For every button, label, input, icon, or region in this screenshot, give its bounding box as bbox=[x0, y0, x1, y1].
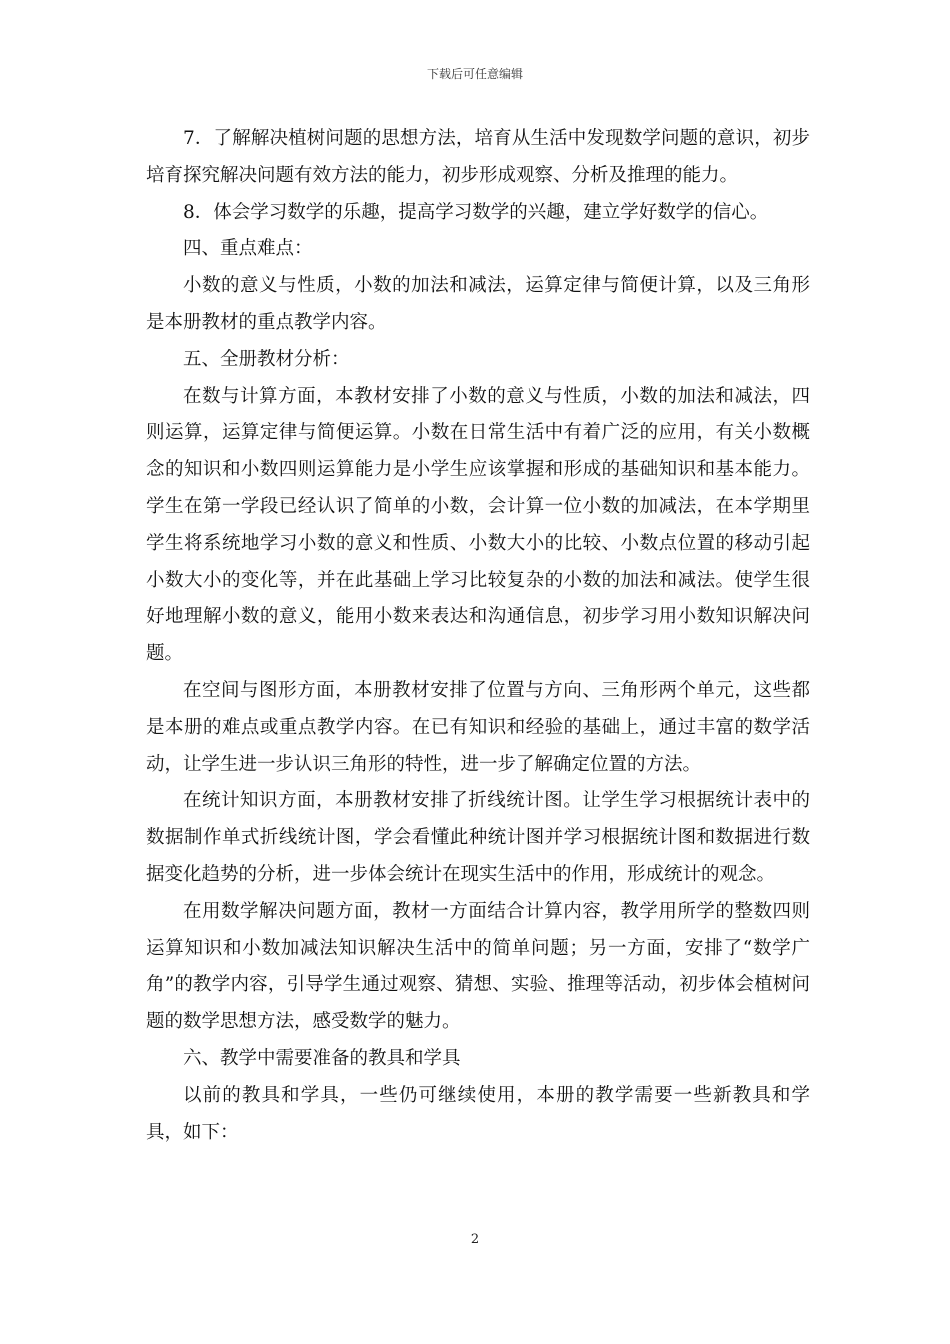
section-heading-teaching-aids: 六、教学中需要准备的教具和学具 bbox=[183, 1047, 461, 1069]
paragraph-teaching-aids: 以前的教具和学具，一些仍可继续使用，本册的教学需要一些新教具和学具，如下： bbox=[146, 1084, 810, 1143]
paragraph-number-calculation: 在数与计算方面，本教材安排了小数的意义与性质，小数的加法和减法，四则运算，运算定律与简便运算。小数在日常生活中有着广泛的应用，有关小数概念的知识和小数四则运算能力是小学生应该掌握和形成的基础知识和基本能力。学生在第一学段已经认识了简单的小数，会计算一位小数的加减法，在本学期里学生将系统地学习小数的意义和性质、小数大小的比较、小数点位置的移动引起小数大小的变化等，并在此基础上学习比较复杂的小数的加法和减法。使学生很好地理解小数的意义，能用小数来表达和沟通信息，初步学习用小数知识解决问题。 bbox=[146, 385, 810, 665]
paragraph-statistics: 在统计知识方面，本册教材安排了折线统计图。让学生学习根据统计表中的数据制作单式折线统计图，学会看懂此种统计图并学习根据统计图和数据进行数据变化趋势的分析，进一步体会统计在现实生活中的作用，形成统计的观念。 bbox=[146, 790, 810, 885]
paragraph-space-geometry: 在空间与图形方面，本册教材安排了位置与方向、三角形两个单元，这些都是本册的难点或重点教学内容。在已有知识和经验的基础上，通过丰富的数学活动，让学生进一步认识三角形的特性，进一步了解确定位置的方法。 bbox=[146, 679, 810, 775]
paragraph-key-points: 小数的意义与性质，小数的加法和减法，运算定律与简便计算，以及三角形是本册教材的重点教学内容。 bbox=[146, 275, 810, 333]
page-number: 2 bbox=[470, 1232, 480, 1247]
section-heading-textbook-analysis: 五、全册教材分析： bbox=[183, 348, 350, 370]
paragraph-objective-7: 7．了解解决植树问题的思想方法，培育从生活中发现数学问题的意识，初步培育探究解决问题有效方法的能力，初步形成观察、分析及推理的能力。 bbox=[146, 128, 810, 186]
document-body bbox=[146, 121, 810, 1151]
section-heading-key-points: 四、重点难点： bbox=[183, 238, 313, 260]
paragraph-objective-8: 8．体会学习数学的乐趣，提高学习数学的兴趣，建立学好数学的信心。 bbox=[183, 201, 769, 223]
page-header: 下载后可任意编辑 bbox=[426, 67, 523, 81]
paragraph-problem-solving: 在用数学解决问题方面，教材一方面结合计算内容，教学用所学的整数四则运算知识和小数加减法知识解决生活中的简单问题；另一方面，安排了“数学广角”的教学内容，引导学生通过观察、猜想、实验、推理等活动，初步体会植树问题的数学思想方法，感受数学的魅力。 bbox=[146, 900, 810, 1033]
